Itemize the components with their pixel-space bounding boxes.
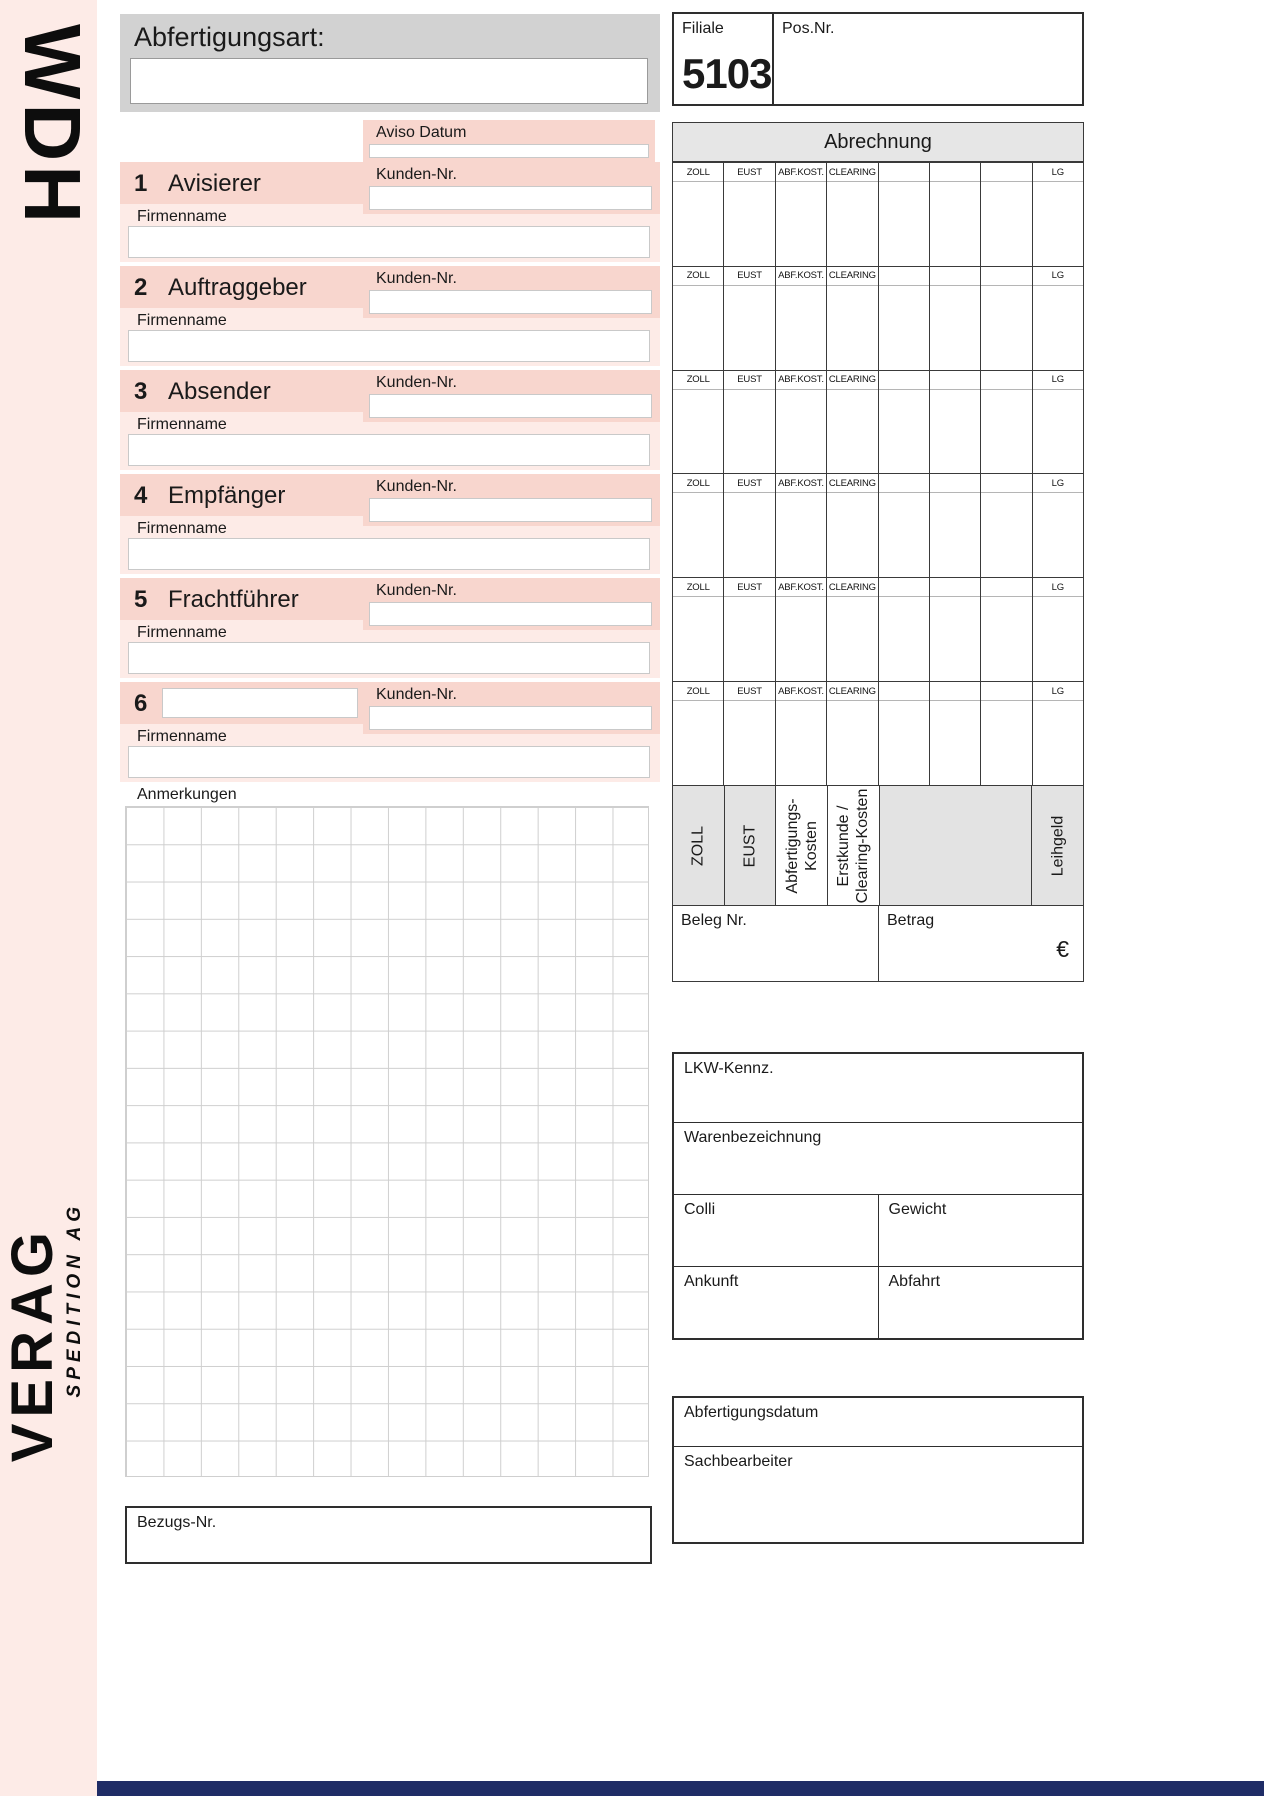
eust-vertical-label: EUST: [741, 824, 759, 867]
ankunft-abfahrt-row: [674, 1266, 1082, 1338]
kunden-nr-input[interactable]: [369, 706, 652, 730]
kunden-nr-input[interactable]: [369, 498, 652, 522]
party-section-empfaenger: [120, 474, 660, 574]
zoll-col-label: ZOLL: [673, 371, 723, 390]
abrechnung-col-eust: [724, 474, 775, 577]
kunden-nr-block: [363, 578, 660, 630]
firmenname-label: Firmenname: [137, 728, 227, 745]
abrechnung-col-clearing: [827, 474, 878, 577]
aviso-datum-input[interactable]: [369, 144, 649, 158]
abfkost-col-label: ABF.KOST.: [776, 163, 826, 182]
party-strip: [120, 682, 363, 724]
firmenname-input[interactable]: [128, 434, 650, 466]
lg-input-cell[interactable]: [1033, 182, 1083, 266]
party-section-6: [120, 682, 660, 782]
abrechnung-col-clearing: [827, 267, 878, 370]
zoll-col-label: ZOLL: [673, 163, 723, 182]
abrechnung-col-abfkost: [776, 578, 827, 681]
filiale-label: Filiale: [682, 20, 724, 37]
party-section-absender: [120, 370, 660, 470]
left-brand-strip: [0, 0, 97, 1796]
abrechnung-col-6: [930, 474, 981, 577]
abrechnung-col-lg: [1033, 578, 1083, 681]
abrechnung-row: [673, 577, 1083, 681]
abrechnung-col-5: [879, 578, 930, 681]
warenbezeichnung-field[interactable]: [674, 1122, 1082, 1194]
party-strip: [120, 266, 363, 308]
firmenname-label: Firmenname: [137, 624, 227, 641]
abrechnung-row: [673, 473, 1083, 577]
gewicht-label: Gewicht: [888, 1201, 947, 1218]
kunden-nr-label: Kunden-Nr.: [376, 478, 457, 495]
abrechnung-col-zoll: [673, 371, 724, 474]
ankunft-field[interactable]: [674, 1267, 879, 1338]
eust-col-label: EUST: [724, 474, 774, 493]
party-strip: [120, 474, 363, 516]
col-7-label: [981, 371, 1031, 390]
abrechnung-col-6: [930, 267, 981, 370]
colli-field[interactable]: [674, 1195, 879, 1266]
kunden-nr-label: Kunden-Nr.: [376, 166, 457, 183]
clearing-input-cell[interactable]: [827, 182, 877, 266]
abfertigungsdatum-field[interactable]: [674, 1398, 1082, 1446]
zoll-input-cell[interactable]: [673, 493, 723, 577]
eust-col-label: EUST: [724, 578, 774, 597]
kunden-nr-block: [363, 266, 660, 318]
filiale-field[interactable]: [674, 14, 774, 104]
abrechnung-col-abfkost: [776, 682, 827, 785]
zoll-input-cell[interactable]: [673, 286, 723, 370]
clearing-col-label: CLEARING: [827, 682, 877, 701]
sachbearbeiter-label: Sachbearbeiter: [684, 1453, 793, 1470]
col-6-label: [930, 163, 980, 182]
eust-input-cell[interactable]: [724, 493, 774, 577]
party-title-input[interactable]: [162, 688, 358, 718]
kunden-nr-input[interactable]: [369, 186, 652, 210]
abrechnung-col-7: [981, 371, 1032, 474]
party-section-frachtfuehrer: [120, 578, 660, 678]
anmerkungen-label: Anmerkungen: [137, 786, 237, 803]
lg-input-cell[interactable]: [1033, 390, 1083, 474]
abfertigungsart-label: Abfertigungsart:: [134, 22, 325, 52]
posnr-label: Pos.Nr.: [782, 20, 835, 37]
zoll-col-label: ZOLL: [673, 682, 723, 701]
kunden-nr-label: Kunden-Nr.: [376, 374, 457, 391]
abrechnung-col-eust: [724, 578, 775, 681]
beleg-nr-field[interactable]: [673, 906, 879, 981]
col-5-label: [879, 371, 929, 390]
abrechnung-row: [673, 681, 1083, 785]
col-5-input-cell[interactable]: [879, 390, 929, 474]
firmenname-label: Firmenname: [137, 208, 227, 225]
clearing-input-cell[interactable]: [827, 701, 877, 785]
zoll-input-cell[interactable]: [673, 597, 723, 681]
clearing-input-cell[interactable]: [827, 493, 877, 577]
bezugs-nr-field[interactable]: [125, 1506, 652, 1564]
party-number: 1: [134, 170, 148, 197]
col-6-label: [930, 474, 980, 493]
zoll-col-label: ZOLL: [673, 474, 723, 493]
abrechnung-col-5: [879, 474, 930, 577]
vband-spacer-cell: [880, 786, 1033, 905]
col-5-input-cell[interactable]: [879, 286, 929, 370]
col-7-label: [981, 578, 1031, 597]
abrechnung-col-6: [930, 163, 981, 266]
filiale-posnr-group: [672, 12, 1084, 106]
beleg-betrag-row: [672, 906, 1084, 982]
party-number: 3: [134, 378, 148, 405]
abrechnung-col-7: [981, 267, 1032, 370]
abrechnung-table: [672, 162, 1084, 786]
kunden-nr-input[interactable]: [369, 290, 652, 314]
clearing-kosten-vertical-label: [834, 788, 872, 903]
lg-col-label: LG: [1033, 371, 1083, 390]
abfahrt-field[interactable]: [879, 1267, 1083, 1338]
col-6-input-cell[interactable]: [930, 286, 980, 370]
colli-gewicht-row: [674, 1194, 1082, 1266]
col-7-label: [981, 474, 1031, 493]
eust-col-label: EUST: [724, 267, 774, 286]
party-title: Auftraggeber: [168, 274, 307, 301]
party-number: 2: [134, 274, 148, 301]
party-section-auftraggeber: [120, 266, 660, 366]
abrechnung-col-eust: [724, 371, 775, 474]
col-6-input-cell[interactable]: [930, 390, 980, 474]
lg-col-label: LG: [1033, 474, 1083, 493]
kunden-nr-label: Kunden-Nr.: [376, 582, 457, 599]
abf-kosten-vertical-cell: [776, 786, 828, 905]
party-title: Absender: [168, 378, 271, 405]
lg-col-label: LG: [1033, 267, 1083, 286]
abrechnung-col-5: [879, 267, 930, 370]
vertical-label-line: Clearing-Kosten: [854, 788, 872, 903]
abrechnung-col-zoll: [673, 682, 724, 785]
col-6-input-cell[interactable]: [930, 701, 980, 785]
clearing-col-label: CLEARING: [827, 474, 877, 493]
abrechnung-col-clearing: [827, 578, 878, 681]
abrechnung-col-lg: [1033, 163, 1083, 266]
abrechnung-col-eust: [724, 163, 775, 266]
col-7-input-cell[interactable]: [981, 493, 1031, 577]
posnr-field[interactable]: [774, 14, 1082, 104]
bezugs-nr-label: Bezugs-Nr.: [137, 1514, 217, 1531]
abrechnung-col-clearing: [827, 371, 878, 474]
col-6-label: [930, 578, 980, 597]
party-number: 5: [134, 586, 148, 613]
party-number: 6: [134, 690, 148, 717]
eust-col-label: EUST: [724, 371, 774, 390]
transport-details-box: [672, 1052, 1084, 1340]
kunden-nr-label: Kunden-Nr.: [376, 686, 457, 703]
abfertigungsart-section: [120, 14, 660, 112]
col-6-input-cell[interactable]: [930, 182, 980, 266]
kunden-nr-input[interactable]: [369, 602, 652, 626]
col-6-input-cell[interactable]: [930, 597, 980, 681]
col-7-input-cell[interactable]: [981, 390, 1031, 474]
col-5-input-cell[interactable]: [879, 701, 929, 785]
col-7-input-cell[interactable]: [981, 597, 1031, 681]
col-6-label: [930, 371, 980, 390]
eust-input-cell[interactable]: [724, 701, 774, 785]
abfkost-col-label: ABF.KOST.: [776, 474, 826, 493]
kunden-nr-label: Kunden-Nr.: [376, 270, 457, 287]
clearing-input-cell[interactable]: [827, 597, 877, 681]
clearing-col-label: CLEARING: [827, 578, 877, 597]
leihgeld-vertical-cell: [1032, 786, 1083, 905]
abfertigungsart-input[interactable]: [130, 58, 648, 104]
gewicht-field[interactable]: [879, 1195, 1083, 1266]
zoll-input-cell[interactable]: [673, 701, 723, 785]
col-5-input-cell[interactable]: [879, 182, 929, 266]
vertical-label-line: Erstkunde /: [835, 805, 852, 886]
col-5-input-cell[interactable]: [879, 597, 929, 681]
col-5-label: [879, 163, 929, 182]
betrag-label: Betrag: [887, 912, 935, 929]
party-number: 4: [134, 482, 148, 509]
lg-input-cell[interactable]: [1033, 286, 1083, 370]
warenbezeichnung-label: Warenbezeichnung: [684, 1129, 822, 1146]
abfahrt-label: Abfahrt: [888, 1273, 941, 1290]
abrechnung-col-clearing: [827, 163, 878, 266]
kunden-nr-block: [363, 370, 660, 422]
firmenname-input[interactable]: [128, 538, 650, 570]
abrechnung-col-eust: [724, 682, 775, 785]
form-code-logo: WDH: [8, 24, 97, 228]
clearing-col-label: CLEARING: [827, 371, 877, 390]
abrechnung-col-7: [981, 578, 1032, 681]
col-7-label: [981, 163, 1031, 182]
firmenname-label: Firmenname: [137, 416, 227, 433]
zoll-vertical-cell: [673, 786, 725, 905]
lg-input-cell[interactable]: [1033, 493, 1083, 577]
abrechnung-col-6: [930, 371, 981, 474]
zoll-input-cell[interactable]: [673, 182, 723, 266]
eust-vertical-cell: [725, 786, 777, 905]
col-5-label: [879, 267, 929, 286]
abrechnung-col-7: [981, 474, 1032, 577]
party-title: Frachtführer: [168, 586, 299, 613]
betrag-field[interactable]: [879, 906, 1083, 981]
beleg-nr-label: Beleg Nr.: [681, 912, 747, 929]
col-7-input-cell[interactable]: [981, 182, 1031, 266]
euro-symbol: €: [1056, 936, 1069, 962]
abrechnung-col-5: [879, 163, 930, 266]
firmenname-input[interactable]: [128, 746, 650, 778]
firmenname-input[interactable]: [128, 330, 650, 362]
zoll-input-cell[interactable]: [673, 390, 723, 474]
clearing-kosten-vertical-cell: [828, 786, 880, 905]
abfkost-input-cell[interactable]: [776, 597, 826, 681]
abf-kosten-vertical-label: [782, 798, 820, 893]
zoll-col-label: ZOLL: [673, 578, 723, 597]
col-7-input-cell[interactable]: [981, 286, 1031, 370]
col-7-label: [981, 682, 1031, 701]
abfkost-col-label: ABF.KOST.: [776, 578, 826, 597]
abrechnung-col-abfkost: [776, 267, 827, 370]
clearing-input-cell[interactable]: [827, 390, 877, 474]
abrechnung-col-abfkost: [776, 474, 827, 577]
abrechnung-col-6: [930, 682, 981, 785]
abfertigungsdatum-label: Abfertigungsdatum: [684, 1404, 819, 1421]
lg-col-label: LG: [1033, 578, 1083, 597]
col-6-input-cell[interactable]: [930, 493, 980, 577]
col-5-label: [879, 474, 929, 493]
abrechnung-col-lg: [1033, 267, 1083, 370]
col-6-label: [930, 267, 980, 286]
abfkost-input-cell[interactable]: [776, 390, 826, 474]
zoll-col-label: ZOLL: [673, 267, 723, 286]
lg-col-label: LG: [1033, 163, 1083, 182]
eust-input-cell[interactable]: [724, 390, 774, 474]
abrechnung-col-zoll: [673, 474, 724, 577]
abfkost-col-label: ABF.KOST.: [776, 267, 826, 286]
abrechnung-col-lg: [1033, 682, 1083, 785]
firmenname-input[interactable]: [128, 642, 650, 674]
vertical-label-line: Kosten: [802, 820, 820, 871]
footer-bar: [97, 1781, 1264, 1796]
party-section-avisierer: [120, 162, 660, 262]
brand-logo: VERAG: [0, 1226, 65, 1463]
clearing-col-label: CLEARING: [827, 163, 877, 182]
anmerkungen-grid[interactable]: [125, 806, 649, 1477]
party-strip: [120, 162, 363, 204]
abrechnung-col-7: [981, 682, 1032, 785]
eust-col-label: EUST: [724, 682, 774, 701]
abrechnung-col-clearing: [827, 682, 878, 785]
vertical-label-line: Abfertigungs-: [783, 797, 801, 894]
filiale-value: 5103: [682, 50, 772, 97]
clearing-input-cell[interactable]: [827, 286, 877, 370]
abrechnung-col-5: [879, 371, 930, 474]
abrechnung-col-abfkost: [776, 371, 827, 474]
eust-col-label: EUST: [724, 163, 774, 182]
eust-input-cell[interactable]: [724, 182, 774, 266]
abfkost-input-cell[interactable]: [776, 182, 826, 266]
lkw-kennz-field[interactable]: [674, 1054, 1082, 1122]
clearing-col-label: CLEARING: [827, 267, 877, 286]
abrechnung-col-zoll: [673, 578, 724, 681]
abrechnung-col-7: [981, 163, 1032, 266]
abrechnung-col-lg: [1033, 371, 1083, 474]
col-5-label: [879, 682, 929, 701]
leihgeld-vertical-label: Leihgeld: [1049, 815, 1067, 876]
abrechnung-header: Abrechnung: [672, 122, 1084, 162]
lg-input-cell[interactable]: [1033, 597, 1083, 681]
lg-col-label: LG: [1033, 682, 1083, 701]
firmenname-label: Firmenname: [137, 520, 227, 537]
lg-input-cell[interactable]: [1033, 701, 1083, 785]
kunden-nr-block: [363, 474, 660, 526]
abrechnung-row: [673, 266, 1083, 370]
party-title: Avisierer: [168, 170, 261, 197]
abrechnung-col-6: [930, 578, 981, 681]
abfkost-input-cell[interactable]: [776, 493, 826, 577]
abfertigung-box: [672, 1396, 1084, 1544]
abfkost-col-label: ABF.KOST.: [776, 682, 826, 701]
brand-subtitle: SPEDITION AG: [64, 1202, 85, 1398]
col-7-label: [981, 267, 1031, 286]
aviso-datum-block: [363, 120, 655, 162]
abrechnung-row: [673, 370, 1083, 474]
col-6-label: [930, 682, 980, 701]
kunden-nr-block: [363, 162, 660, 214]
abrechnung-row: [673, 163, 1083, 266]
abrechnung-col-lg: [1033, 474, 1083, 577]
abrechnung-rows: [673, 163, 1083, 785]
col-5-label: [879, 578, 929, 597]
abfkost-input-cell[interactable]: [776, 701, 826, 785]
abrechnung-col-zoll: [673, 163, 724, 266]
aviso-datum-label: Aviso Datum: [376, 124, 467, 141]
firmenname-label: Firmenname: [137, 312, 227, 329]
ankunft-label: Ankunft: [684, 1273, 739, 1290]
party-title: Empfänger: [168, 482, 286, 509]
abfkost-col-label: ABF.KOST.: [776, 371, 826, 390]
party-strip: [120, 578, 363, 620]
firmenname-input[interactable]: [128, 226, 650, 258]
sachbearbeiter-field[interactable]: [674, 1446, 1082, 1542]
abrechnung-col-abfkost: [776, 163, 827, 266]
kunden-nr-input[interactable]: [369, 394, 652, 418]
col-7-input-cell[interactable]: [981, 701, 1031, 785]
colli-label: Colli: [684, 1201, 716, 1218]
eust-input-cell[interactable]: [724, 286, 774, 370]
abrechnung-col-eust: [724, 267, 775, 370]
col-5-input-cell[interactable]: [879, 493, 929, 577]
kunden-nr-block: [363, 682, 660, 734]
eust-input-cell[interactable]: [724, 597, 774, 681]
zoll-vertical-label: ZOLL: [689, 825, 707, 866]
abfkost-input-cell[interactable]: [776, 286, 826, 370]
abrechnung-vertical-labels: [672, 786, 1084, 906]
lkw-kennz-label: LKW-Kennz.: [684, 1060, 774, 1077]
abrechnung-col-5: [879, 682, 930, 785]
abrechnung-col-zoll: [673, 267, 724, 370]
party-strip: [120, 370, 363, 412]
